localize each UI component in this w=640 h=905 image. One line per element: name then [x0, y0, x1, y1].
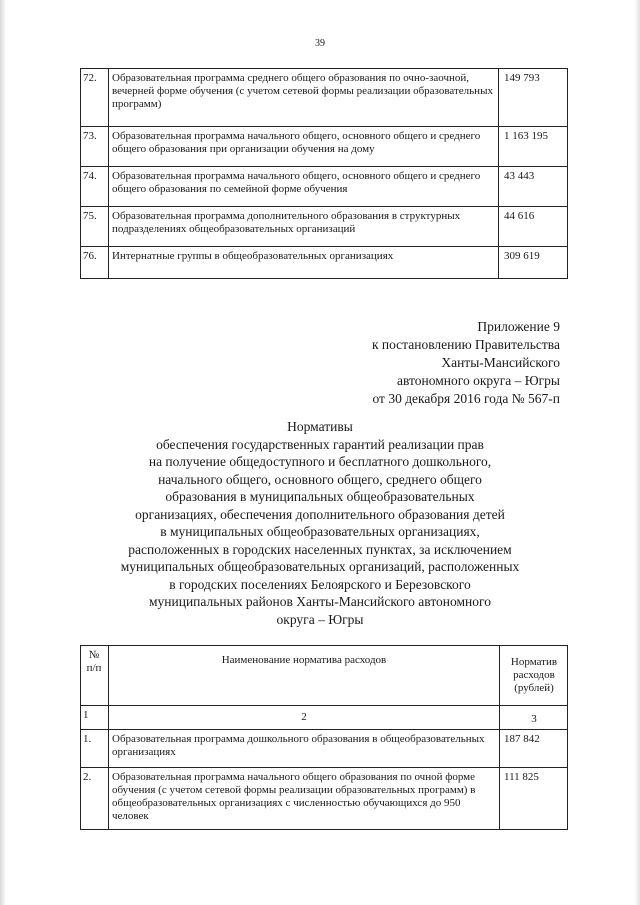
norms-table: [80, 645, 568, 830]
appendix-line: автономного округа – Югры: [397, 373, 560, 388]
row-value: 43 443: [499, 167, 568, 207]
index-cell: 2: [109, 706, 500, 730]
row-number: 74.: [81, 167, 109, 207]
row-number: 2.: [81, 768, 109, 830]
row-number: 72.: [81, 69, 109, 127]
header-value: [500, 646, 568, 706]
row-number: 76.: [81, 247, 109, 279]
page-number: 39: [315, 38, 325, 49]
table-row: [81, 69, 568, 127]
scan-edge-left: [0, 0, 6, 905]
title-line: муниципальных общеобразовательных организаций, расположенных: [120, 559, 520, 574]
title-line: в городских поселениях Белоярского и Березовского: [169, 576, 471, 592]
index-cell: 1: [81, 706, 109, 730]
title-line: организациях, обеспечения дополнительного образования детей: [135, 506, 505, 522]
row-name: Интернатные группы в общеобразовательных организациях: [109, 247, 499, 279]
norms-table-continuation: [80, 68, 568, 279]
document-title: [90, 418, 550, 628]
title-line: округа – Югры: [276, 611, 364, 627]
table-row: [81, 768, 568, 830]
table-index-row: [81, 706, 568, 730]
row-name: Образовательная программа начального общего образования по очной форме обучения (с учетом сетевой формы реализации образовательных программ) в общеобразовательных организациях с численностью обучающихся до 950 человек: [109, 768, 500, 830]
title-heading: Нормативы: [287, 419, 353, 434]
row-value: 149 793: [499, 69, 568, 127]
scan-edge-right: [634, 0, 640, 905]
row-value: 44 616: [499, 207, 568, 247]
title-line: начального общего, основного общего, среднего общего: [158, 471, 482, 487]
row-name: Образовательная программа дошкольного образования в общеобразовательных организациях: [109, 730, 500, 768]
header-name: Наименование норматива расходов: [109, 646, 500, 706]
title-line: муниципальных районов Ханты-Мансийского автономного: [148, 594, 491, 609]
appendix-line: к постановлению Правительства: [371, 337, 560, 352]
header-value-line: Норматив: [510, 656, 558, 668]
header-number: № п/п: [81, 646, 109, 706]
title-line: в муниципальных общеобразовательных организациях,: [160, 524, 480, 539]
row-name: Образовательная программа начального общего, основного общего и среднего общего образования по семейной форме обучения: [109, 167, 499, 207]
table-row: [81, 730, 568, 768]
table-row: [81, 167, 568, 207]
row-value: 111 825: [500, 768, 568, 830]
row-value: 309 619: [499, 247, 568, 279]
table-row: [81, 207, 568, 247]
appendix-date: от 30 декабря 2016 года № 567-п: [372, 391, 560, 406]
row-number: 1.: [81, 730, 109, 768]
header-value-line: расходов: [513, 669, 555, 681]
row-name: Образовательная программа дополнительного образования в структурных подразделениях общеобразовательных организаций: [109, 207, 499, 247]
row-number: 75.: [81, 207, 109, 247]
table-header-row: [81, 646, 568, 706]
table-row: [81, 247, 568, 279]
title-line: обеспечения государственных гарантий реализации прав: [156, 436, 484, 452]
index-cell: 3: [500, 706, 568, 730]
appendix-line: Ханты-Мансийского: [441, 355, 560, 370]
title-line: расположенных в городских населенных пунктах, за исключением: [128, 541, 512, 557]
row-number: 73.: [81, 127, 109, 167]
row-name: Образовательная программа начального общего, основного общего и среднего общего образования при организации обучения на дому: [109, 127, 499, 167]
title-line: на получение общедоступного и бесплатного дошкольного,: [148, 454, 492, 469]
row-value: 1 163 195: [499, 127, 568, 167]
row-value: 187 842: [500, 730, 568, 768]
table-row: [81, 127, 568, 167]
title-line: образования в муниципальных общеобразовательных: [165, 489, 475, 504]
appendix-header: [372, 318, 560, 408]
header-value-line: (рублей): [514, 682, 554, 694]
appendix-title: Приложение 9: [477, 319, 560, 334]
row-name: Образовательная программа среднего общего образования по очно-заочной, вечерней форме обучения (с учетом сетевой формы реализации образовательных программ): [109, 69, 499, 127]
